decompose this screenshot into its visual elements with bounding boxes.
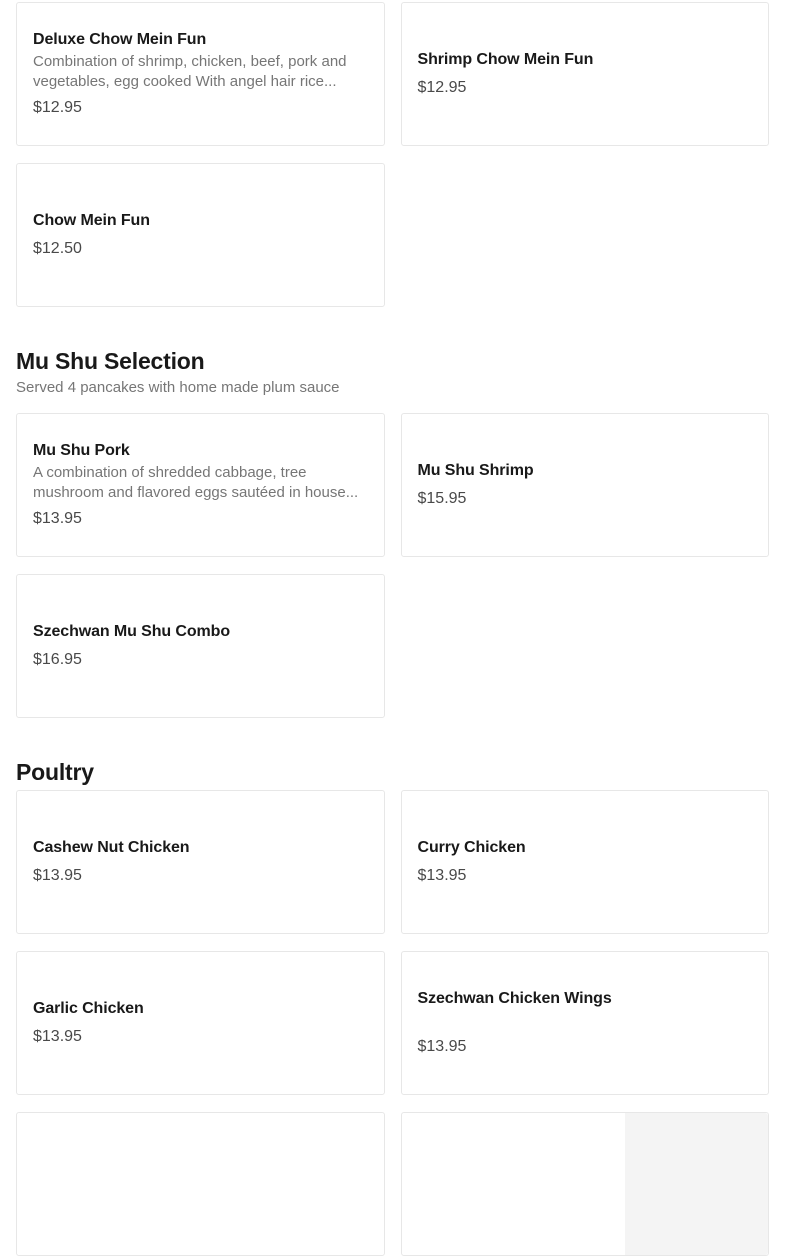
item-title: Curry Chicken <box>417 839 526 856</box>
item-price: $13.95 <box>33 1028 82 1045</box>
item-price: $13.95 <box>417 867 467 884</box>
menu-item-card[interactable] <box>16 951 385 1095</box>
menu-item-card[interactable] <box>401 413 770 557</box>
item-price: $13.95 <box>33 510 82 527</box>
menu-item-card[interactable] <box>16 790 385 934</box>
section-title: Mu Shu Selection <box>16 348 205 374</box>
item-title: Shrimp Chow Mein Fun <box>417 51 594 68</box>
item-title: Szechwan Mu Shu Combo <box>33 623 231 640</box>
menu-grid <box>16 790 769 1256</box>
menu-sections <box>16 2 769 1256</box>
menu-section <box>16 2 769 307</box>
item-description: A combination of shredded cabbage, tree mushroom and flavored eggs sautéed in house... <box>33 464 359 501</box>
section-title: Poultry <box>16 759 94 785</box>
item-title: Garlic Chicken <box>33 1000 144 1017</box>
menu-section <box>16 347 769 718</box>
menu-item-card[interactable] <box>401 1112 770 1256</box>
item-title: Mu Shu Pork <box>33 442 130 459</box>
item-price: $16.95 <box>33 651 82 668</box>
item-description: Combination of shrimp, chicken, beef, pork and vegetables, egg cooked With angel hair rice... <box>33 53 347 90</box>
item-description <box>418 1011 753 1031</box>
menu-item-card[interactable] <box>16 574 385 718</box>
item-title: Cashew Nut Chicken <box>33 839 190 856</box>
section-subtitle: Served 4 pancakes with home made plum sauce <box>16 379 340 396</box>
item-title: Szechwan Chicken Wings <box>417 990 612 1007</box>
menu-grid <box>16 413 769 718</box>
menu-item-card[interactable] <box>16 413 385 557</box>
item-price: $13.95 <box>33 867 82 884</box>
item-price: $13.95 <box>417 1038 467 1055</box>
item-price: $15.95 <box>417 490 467 507</box>
menu-item-card[interactable] <box>401 790 770 934</box>
menu-item-card[interactable] <box>16 2 385 146</box>
item-price: $12.95 <box>33 99 82 116</box>
item-title: Mu Shu Shrimp <box>417 462 534 479</box>
item-price: $12.50 <box>33 240 82 257</box>
item-image-placeholder <box>625 1113 768 1255</box>
item-price: $12.95 <box>417 79 467 96</box>
menu-item-card[interactable] <box>401 951 770 1095</box>
item-title: Deluxe Chow Mein Fun <box>33 31 207 48</box>
menu-item-card[interactable] <box>16 1112 385 1256</box>
menu-grid <box>16 2 769 307</box>
menu-page <box>0 2 785 1256</box>
item-title: Chow Mein Fun <box>33 212 150 229</box>
menu-item-card[interactable] <box>16 163 385 307</box>
menu-section <box>16 758 769 1256</box>
menu-item-card[interactable] <box>401 2 770 146</box>
